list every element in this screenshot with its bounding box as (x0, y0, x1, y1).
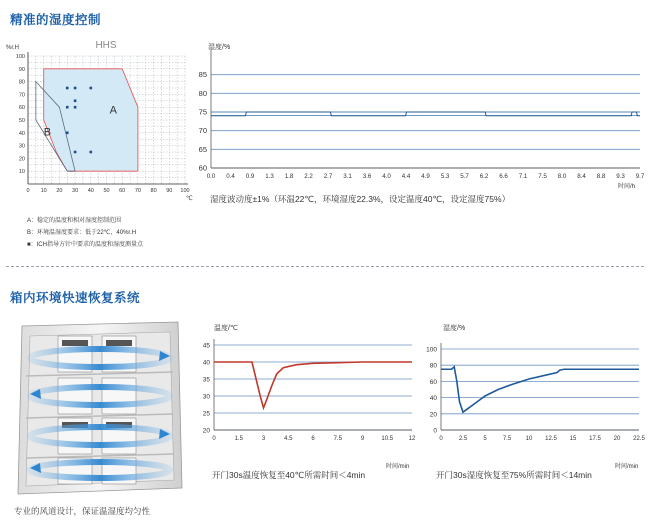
hum1-x-tick-label: 9.3 (616, 173, 625, 180)
hum1-x-tick-label: 3.6 (362, 173, 372, 180)
hr-y-tick-label: 100 (426, 346, 437, 354)
hr-x-tick-label: 20 (613, 436, 621, 442)
chamber-caption: 专业的风道设计，保证温湿度均匀性 (14, 506, 151, 516)
humidity-series-line (211, 112, 640, 116)
hum1-x-tick-label: 8.4 (577, 173, 586, 180)
hum1-x-tick-label: 3.1 (343, 173, 352, 180)
hum1-x-tick-label: 4.0 (382, 173, 391, 180)
tmp-x-tick-label: 12 (408, 436, 416, 442)
hhs-ich-point (74, 106, 77, 109)
temperature-series-line (214, 362, 412, 408)
hhs-y-tick-label: 70 (18, 92, 25, 99)
hhs-x-tick-label: 50 (103, 188, 110, 194)
hhs-y-tick-label: 20 (18, 156, 25, 163)
hhs-legend-a: A：稳定的温度和相对湿度控制范围 (27, 218, 122, 224)
hum1-x-tick-label: 1.8 (284, 173, 294, 180)
humidity-recovery-xlabel: 时间/min (615, 464, 639, 470)
hhs-y-tick-label: 90 (18, 66, 25, 73)
tmp-y-tick-label: 35 (202, 376, 210, 384)
hum1-x-tick-label: 8.8 (596, 173, 606, 180)
tmp-x-tick-label: 6 (311, 436, 315, 442)
hhs-y-tick-label: 30 (18, 143, 25, 150)
hhs-x-tick-label: 20 (56, 188, 63, 194)
hhs-y-tick-label: 60 (18, 105, 25, 112)
tmp-y-tick-label: 45 (202, 342, 210, 350)
temperature-recovery-caption: 开门30s温度恢复至40℃所需时间＜4min (212, 470, 366, 480)
region-a-label: A (109, 104, 117, 117)
tmp-x-tick-label: 10.5 (381, 436, 394, 442)
hr-y-tick-label: 0 (433, 427, 437, 435)
hr-x-tick-label: 17.5 (589, 436, 601, 442)
humidity-recovery-series-line (441, 367, 639, 412)
hr-y-tick-label: 40 (429, 395, 437, 403)
hhs-x-tick-label: 30 (72, 188, 79, 194)
hhs-ylabel: %r.H (6, 45, 20, 51)
humidity-ylabel: 湿度/% (208, 44, 231, 51)
humidity-fluctuation-caption: 湿度波动度±1%（环温22℃，环境湿度22.3%，设定温度40℃，设定湿度75%） (210, 194, 511, 204)
humidity-recovery-chart (425, 318, 650, 478)
hhs-x-tick-label: 40 (87, 188, 94, 194)
section-title-precise-humidity: 精准的湿度控制 (10, 13, 102, 27)
hhs-xlabel: ℃ (186, 196, 193, 202)
hum1-y-tick-label: 85 (198, 70, 207, 80)
hhs-ich-point (74, 100, 77, 103)
tmp-x-tick-label: 4.5 (284, 436, 293, 442)
hr-x-tick-label: 2.5 (458, 436, 468, 442)
hhs-y-tick-label: 10 (18, 169, 25, 176)
hhs-y-tick-label: 100 (15, 54, 25, 60)
hhs-x-tick-label: 100 (180, 188, 190, 194)
hum1-x-tick-label: 8.0 (557, 173, 567, 180)
hr-x-tick-label: 15 (569, 436, 577, 442)
hhs-x-tick-label: 80 (150, 188, 157, 194)
hhs-legend-b: B：环境温湿度要求：低于22℃，40%r.H (27, 230, 137, 236)
hr-x-tick-label: 10 (525, 436, 533, 442)
hhs-ich-point (90, 151, 93, 154)
tmp-y-tick-label: 30 (202, 393, 210, 401)
temperature-xlabel: 时间/min (386, 464, 410, 470)
hum1-y-tick-label: 65 (198, 144, 207, 154)
chamber-airflow-illustration (10, 318, 190, 498)
hum1-x-tick-label: 2.2 (304, 173, 313, 180)
hhs-y-tick-label: 40 (18, 130, 25, 137)
hum1-x-tick-label: 5.3 (440, 173, 450, 180)
hum1-x-tick-label: 6.6 (499, 173, 508, 180)
section-title-recovery-system: 箱内环境快速恢复系统 (10, 291, 141, 305)
tmp-y-tick-label: 40 (202, 359, 210, 367)
hhs-x-tick-label: 10 (40, 188, 47, 194)
tmp-x-tick-label: 1.5 (234, 436, 243, 442)
hhs-legend-points: ■：ICH指导方针中要求的温度和湿度测量点 (27, 242, 143, 248)
tmp-y-tick-label: 20 (202, 427, 210, 435)
hr-y-tick-label: 80 (429, 362, 437, 370)
humidity-xlabel: 时间/h (618, 184, 636, 190)
temperature-recovery-chart (200, 318, 425, 478)
hum1-x-tick-label: 1.3 (265, 173, 274, 180)
hhs-chart (0, 34, 200, 214)
hum1-x-tick-label: 6.2 (479, 173, 489, 180)
section-divider (6, 266, 644, 267)
hum1-y-tick-label: 75 (198, 107, 207, 117)
region-b-label: B (43, 126, 52, 139)
hr-y-tick-label: 60 (429, 378, 437, 386)
hhs-x-tick-label: 90 (166, 188, 173, 194)
hum1-x-tick-label: 4.9 (421, 173, 430, 180)
hum1-y-tick-label: 80 (198, 88, 207, 98)
hum1-x-tick-label: 2.7 (323, 173, 333, 180)
hhs-ich-point (66, 132, 69, 135)
hr-x-tick-label: 12.5 (545, 436, 557, 442)
hhs-ich-point (66, 87, 69, 90)
hum1-y-tick-label: 60 (198, 163, 207, 173)
tmp-x-tick-label: 9 (360, 436, 365, 442)
hhs-ich-point (74, 151, 77, 154)
tmp-x-tick-label: 0 (212, 436, 216, 442)
hum1-x-tick-label: 9.7 (635, 173, 645, 180)
hum1-x-tick-label: 7.1 (518, 173, 528, 180)
hr-x-tick-label: 7.5 (502, 436, 512, 442)
hhs-y-tick-label: 50 (18, 118, 25, 124)
temperature-ylabel: 温度/℃ (214, 325, 238, 332)
hr-x-tick-label: 22.5 (633, 436, 645, 442)
tmp-x-tick-label: 3 (261, 436, 266, 442)
hhs-y-tick-label: 80 (18, 79, 25, 86)
hum1-x-tick-label: 0.9 (245, 173, 255, 180)
hum1-x-tick-label: 0.4 (226, 173, 235, 180)
hr-x-tick-label: 5 (483, 436, 487, 442)
hr-y-tick-label: 20 (429, 411, 437, 419)
hhs-x-tick-label: 60 (119, 188, 126, 194)
tmp-x-tick-label: 7.5 (333, 436, 342, 442)
hhs-ich-point (74, 87, 77, 90)
humidity-recovery-ylabel: 湿度/% (443, 325, 466, 332)
tmp-y-tick-label: 25 (202, 410, 210, 418)
hum1-x-tick-label: 7.5 (538, 173, 547, 180)
hhs-ich-point (90, 87, 93, 90)
hum1-x-tick-label: 5.7 (460, 173, 469, 180)
hum1-y-tick-label: 70 (198, 126, 207, 136)
hhs-x-tick-label: 0 (26, 188, 30, 194)
hhs-title: HHS (95, 40, 117, 51)
humidity-recovery-caption: 开门30s湿度恢复至75%所需时间＜14min (436, 470, 592, 480)
hum1-x-tick-label: 0.0 (206, 173, 216, 180)
hhs-ich-point (66, 106, 69, 109)
humidity-fluctuation-chart (200, 40, 650, 190)
hr-x-tick-label: 0 (439, 436, 443, 442)
hhs-x-tick-label: 70 (134, 188, 141, 194)
hum1-x-tick-label: 4.4 (401, 173, 411, 180)
